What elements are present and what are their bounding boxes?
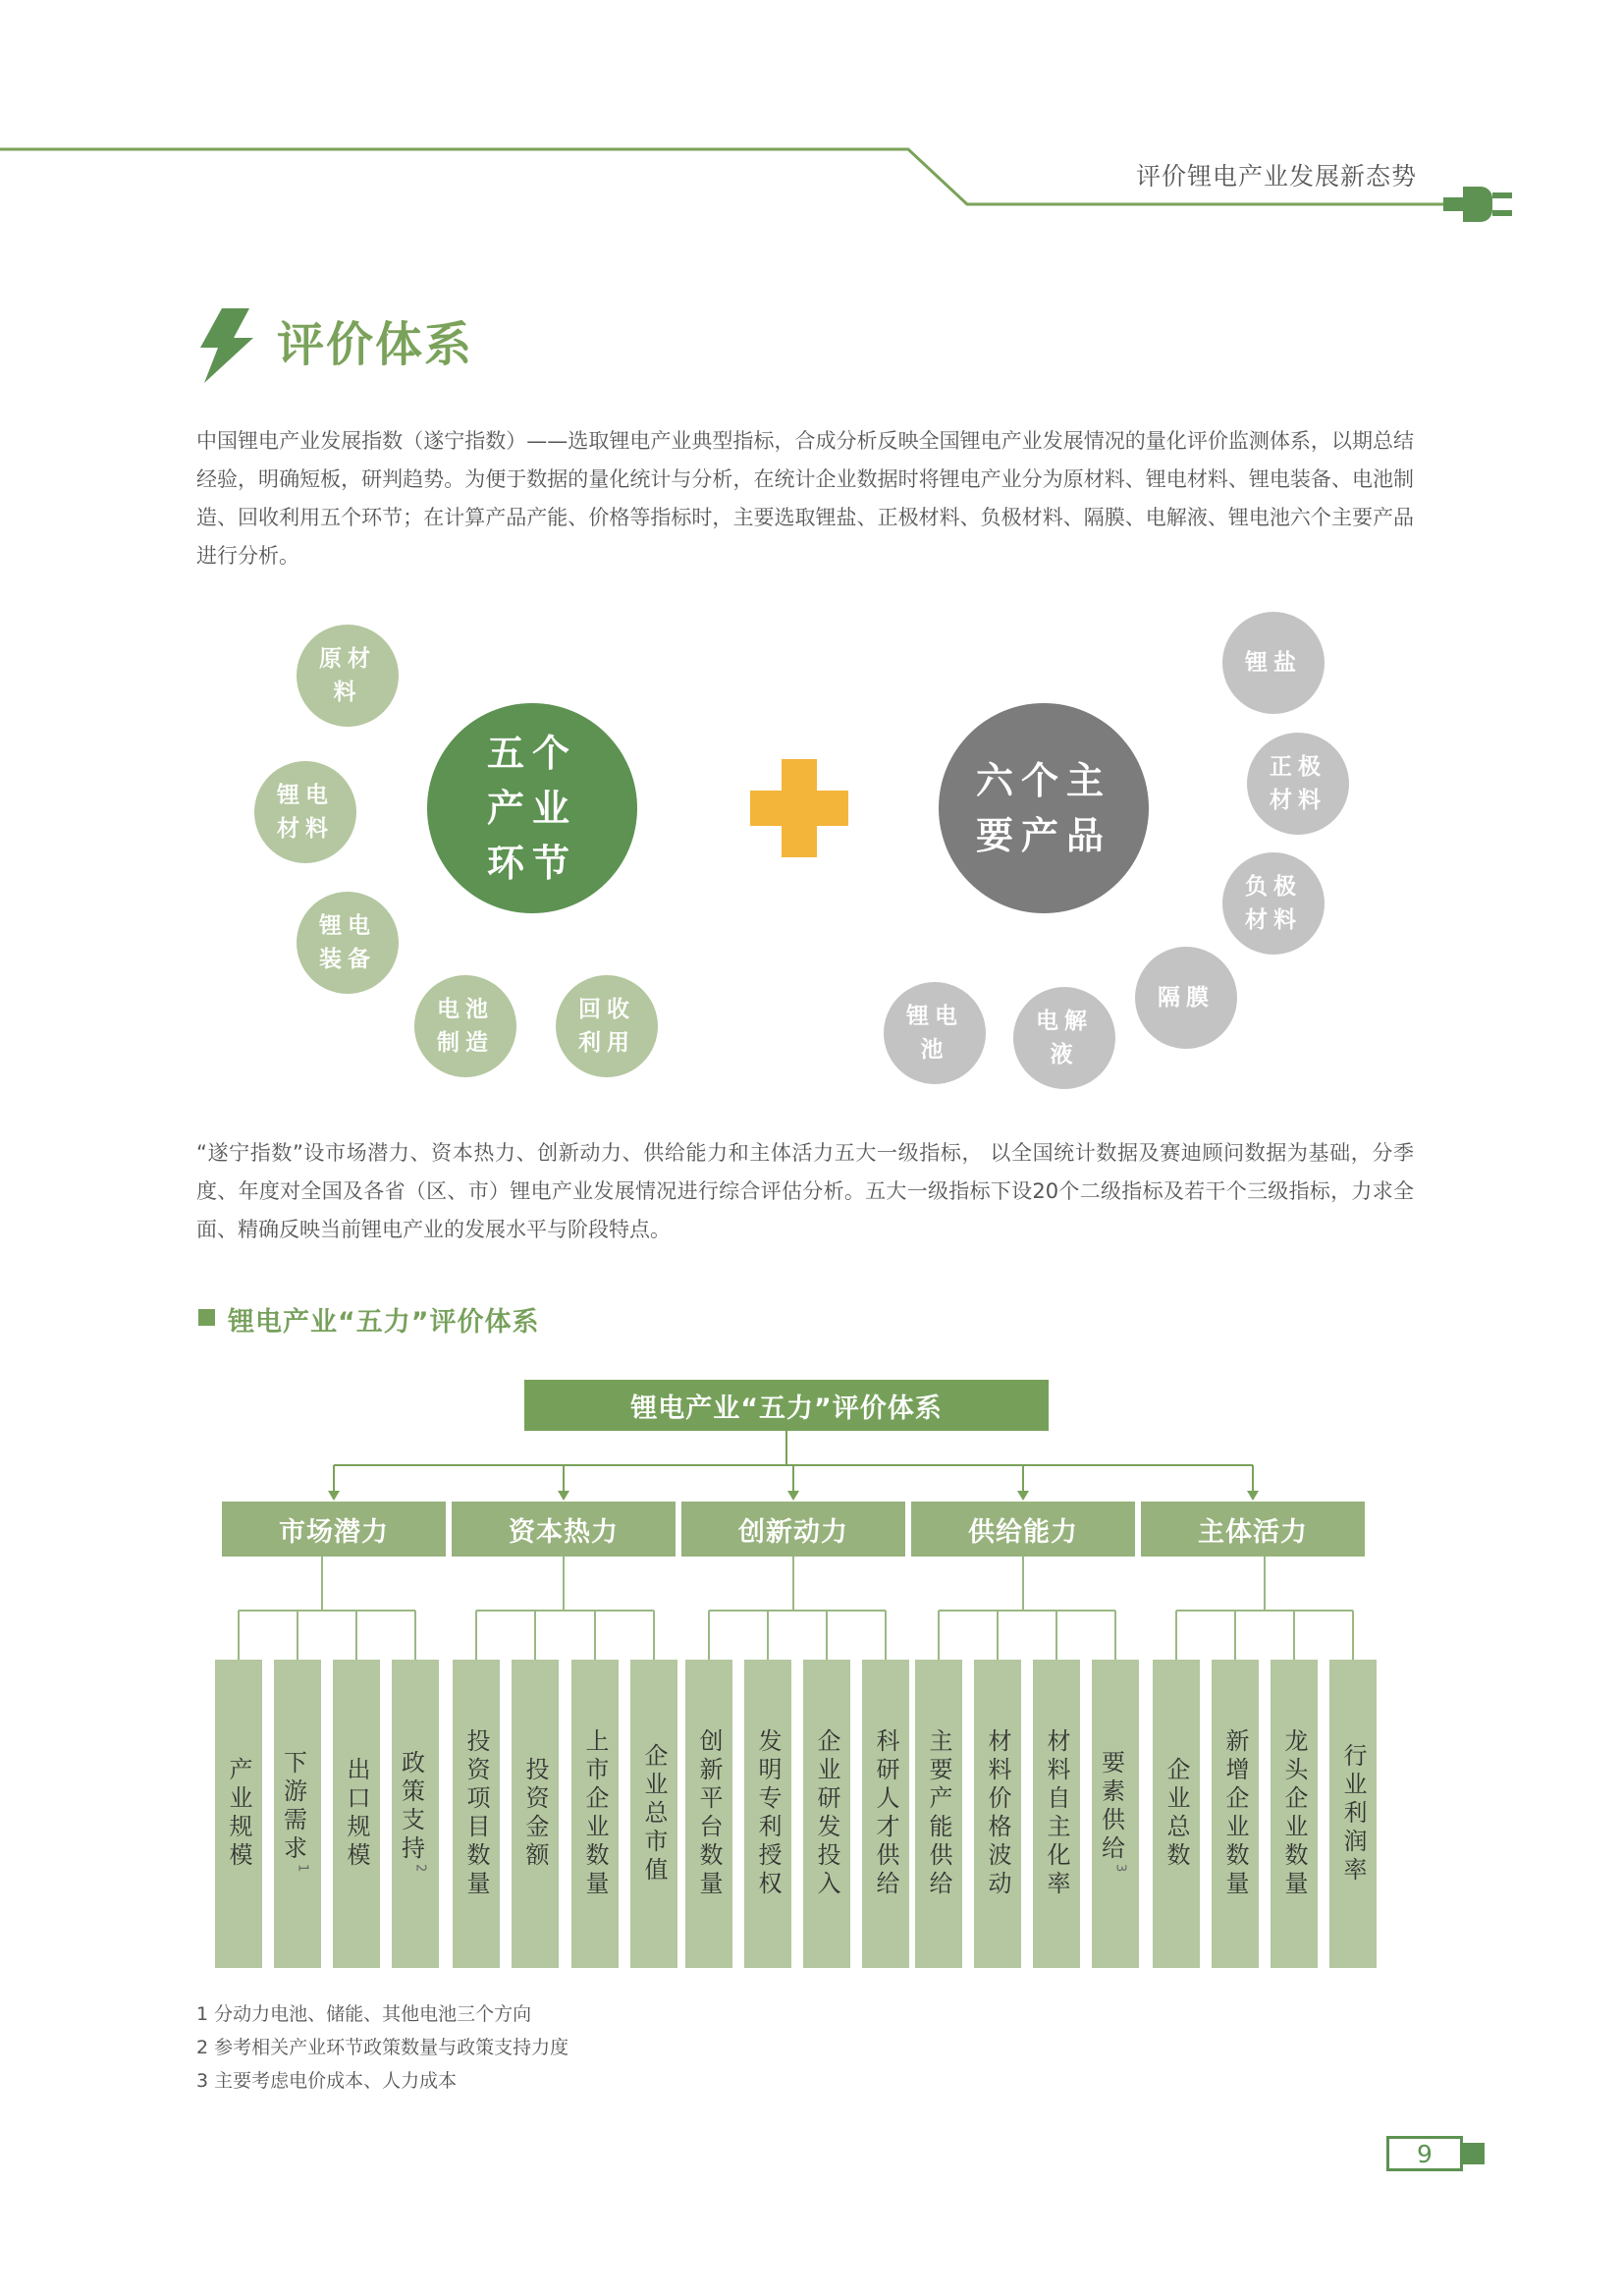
- battery-icon: [1463, 2143, 1485, 2164]
- tree-leaf: 创新平台数量: [685, 1660, 732, 1968]
- product-circle-electrolyte: 电解液: [1013, 987, 1115, 1089]
- segment-circle-battery-manufacturing: 电池制造: [414, 975, 516, 1077]
- tree-group-supply: 供给能力: [911, 1502, 1135, 1557]
- tree-leaf: 要素供给$^3$: [1092, 1660, 1139, 1968]
- tree-leaf: 投资项目数量: [453, 1660, 500, 1968]
- tree-group-market: 市场潜力: [222, 1502, 446, 1557]
- product-circle-separator: 隔膜: [1135, 947, 1237, 1049]
- tree-group-capital: 资本热力: [452, 1502, 676, 1557]
- intro-paragraph: 中国锂电产业发展指数（遂宁指数）——选取锂电产业典型指标，合成分析反映全国锂电产业发展情况的量化评价监测体系，以期总结经验，明确短板，研判趋势。为便于数据的量化统计与分析，在统计企业数据时将锂电产业分为原材料、锂电材料、锂电装备、电池制造、回收利用五个环节；在计算产品产能、价格等指标时，主要选取锂盐、正极材料、负极材料、隔膜、电解液、锂电池六个主要产品进行分析。: [196, 429, 1414, 568]
- footnote-ref: 2: [412, 1864, 428, 1878]
- segment-circle-recycling: 回收利用: [556, 975, 658, 1077]
- footnote-ref: 1: [295, 1864, 310, 1878]
- footnote-1: 1 分动力电池、储能、其他电池三个方向: [196, 2003, 532, 2025]
- five-segments-circle: 五个产业环节: [427, 703, 637, 913]
- segment-circle-battery-material: 锂电材料: [254, 761, 356, 863]
- tree-leaf: 下游需求$^1$: [274, 1660, 321, 1968]
- tree-leaf: 产业规模: [215, 1660, 262, 1968]
- tree-group-entity: 主体活力: [1141, 1502, 1365, 1557]
- product-circle-anode: 负极材料: [1222, 852, 1325, 955]
- tree-leaf: 材料自主化率: [1033, 1660, 1080, 1968]
- tree-leaf: 材料价格波动: [974, 1660, 1021, 1968]
- tree-leaf: 龙头企业数量: [1271, 1660, 1318, 1968]
- footnote-ref: 3: [1112, 1864, 1128, 1878]
- header-title: 评价锂电产业发展新态势: [1136, 162, 1418, 191]
- footnote-2: 2 参考相关产业环节政策数量与政策支持力度: [196, 2037, 569, 2058]
- six-products-circle: 六个主要产品: [939, 703, 1149, 913]
- tree-leaf: 企业总数: [1153, 1660, 1200, 1968]
- tree-leaf: 政策支持$^2$: [392, 1660, 439, 1968]
- product-circle-cathode: 正极材料: [1247, 733, 1349, 835]
- second-paragraph: “遂宁指数”设市场潜力、资本热力、创新动力、供给能力和主体活力五大一级指标， 以全国统计数据及赛迪顾问数据为基础，分季度、年度对全国及各省（区、市）锂电产业发展情况进行综合评估分析。五大一级指标下设20个二级指标及若干个三级指标，力求全面、精确反映当前锂电产业的发展水平与阶段特点。: [196, 1141, 1414, 1241]
- tree-leaf: 行业利润率: [1329, 1660, 1377, 1968]
- footnote-3: 3 主要考虑电价成本、人力成本: [196, 2070, 458, 2092]
- tree-leaf: 出口规模: [333, 1660, 380, 1968]
- tree-leaf: 企业研发投入: [803, 1660, 850, 1968]
- tree-root: 锂电产业“五力”评价体系: [524, 1380, 1049, 1431]
- product-circle-lithium-salt: 锂盐: [1222, 612, 1325, 714]
- tree-leaf: 投资金额: [512, 1660, 559, 1968]
- tree-leaf: 企业总市值: [630, 1660, 677, 1968]
- segment-circle-raw-material: 原材料: [297, 625, 399, 727]
- tree-leaf: 上市企业数量: [571, 1660, 619, 1968]
- tree-leaf: 科研人才供给: [862, 1660, 909, 1968]
- tree-leaf: 发明专利授权: [744, 1660, 791, 1968]
- segment-circle-equipment: 锂电装备: [297, 892, 399, 994]
- section-title: 评价体系: [277, 317, 474, 372]
- tree-group-innovation: 创新动力: [681, 1502, 905, 1557]
- subsection-title: 锂电产业“五力”评价体系: [228, 1307, 540, 1338]
- page-number: 9: [1386, 2136, 1463, 2171]
- tree-leaf: 主要产能供给: [915, 1660, 962, 1968]
- tree-leaf: 新增企业数量: [1212, 1660, 1259, 1968]
- product-circle-battery: 锂电池: [884, 982, 986, 1084]
